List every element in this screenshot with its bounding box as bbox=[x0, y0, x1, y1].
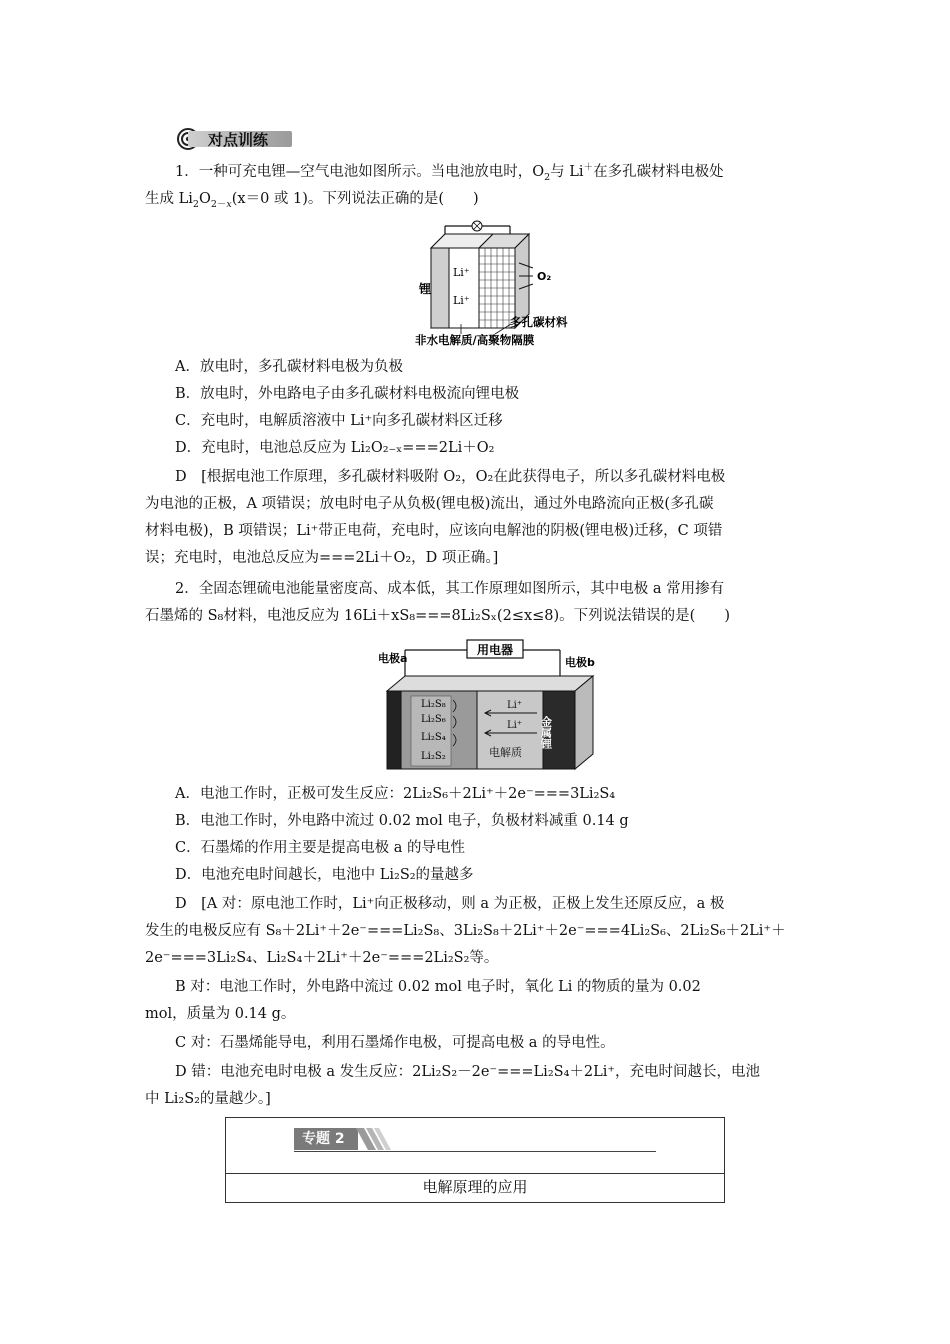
q2-option-d: D．电池充电时间越长，电池中 Li₂S₂的量越多 bbox=[175, 867, 474, 883]
q2-stem-line2: 石墨烯的 S₈材料，电池反应为 16Li＋xS₈===8Li₂Sₓ(2≤x≤8)。下列说法错误的是( ) bbox=[145, 608, 730, 624]
electrode-a-label: 电极a bbox=[378, 652, 408, 665]
li-ion-label-2: Li⁺ bbox=[507, 720, 523, 731]
membrane-label: 非水电解质/高聚物隔膜 bbox=[415, 333, 535, 347]
q1-option-c: C．充电时，电解质溶液中 Li⁺向多孔碳材料区迁移 bbox=[175, 413, 503, 429]
species-li2s4: Li₂S₄ bbox=[421, 732, 446, 743]
q2-answer-line4: B 对：电池工作时，外电路中流过 0.02 mol 电子时，氧化 Li 的物质的量为 0.02 bbox=[175, 979, 701, 995]
electrode-b-label: 电极b bbox=[565, 656, 595, 669]
stripes-icon bbox=[356, 1128, 396, 1150]
q2-option-a: A．电池工作时，正极可发生反应：2Li₂S₆＋2Li⁺＋2e⁻===3Li₂S₄ bbox=[175, 786, 616, 802]
q2-answer-line2: 发生的电极反应有 S₈＋2Li⁺＋2e⁻===Li₂S₈、3Li₂S₈＋2Li⁺＋2e⁻===4Li₂S₆、2Li₂S₆＋2Li⁺＋ bbox=[145, 923, 786, 939]
metal-li-label: 金属锂 bbox=[539, 716, 553, 749]
li-ion-label-1: Li⁺ bbox=[453, 266, 470, 279]
porous-carbon-label: 多孔碳材料 bbox=[510, 315, 568, 329]
q2-option-c: C．石墨烯的作用主要是提高电极 a 的导电性 bbox=[175, 840, 465, 856]
topic-box bbox=[225, 1117, 725, 1203]
lithium-label: 锂 bbox=[419, 282, 432, 296]
q1-answer-line4: 误；充电时，电池总反应为===2Li＋O₂，D 项正确。] bbox=[145, 550, 499, 566]
q1-answer-line2: 为电池的正极，A 项错误；放电时电子从负极(锂电极)流出，通过外电路流向正极(多孔碳 bbox=[145, 496, 714, 512]
li-ion-label-1: Li⁺ bbox=[507, 700, 523, 711]
q2-answer-line1: D [A 对：原电池工作时，Li⁺向正极移动，则 a 为正极，正极上发生还原反应，a 极 bbox=[175, 896, 725, 912]
section-title: 对点训练 bbox=[208, 131, 269, 149]
o2-label: O₂ bbox=[537, 270, 552, 283]
q2-stem-line1: 2．全固态锂硫电池能量密度高、成本低，其工作原理如图所示，其中电极 a 常用掺有 bbox=[175, 581, 725, 597]
q1-option-d: D．充电时，电池总反应为 Li₂O₂₋ₓ===2Li＋O₂ bbox=[175, 440, 495, 456]
q2-answer-line8: 中 Li₂S₂的量越少。] bbox=[145, 1091, 271, 1107]
q2-answer-line5: mol，质量为 0.14 g。 bbox=[145, 1006, 296, 1022]
q1-answer-line3: 材料电极)，B 项错误；Li⁺带正电荷，充电时，应该向电解池的阴极(锂电极)迁移，C 项错 bbox=[145, 523, 723, 539]
appliance-label: 用电器 bbox=[477, 643, 514, 657]
q2-answer-line3: 2e⁻===3Li₂S₄、Li₂S₄＋2Li⁺＋2e⁻===2Li₂S₂等。 bbox=[145, 950, 499, 966]
topic-subtitle: 电解原理的应用 bbox=[422, 1178, 528, 1196]
species-li2s8: Li₂S₈ bbox=[421, 699, 446, 710]
electrolyte-label: 电解质 bbox=[489, 746, 522, 759]
section-badge bbox=[176, 127, 296, 149]
li-air-battery-figure bbox=[415, 218, 590, 348]
q2-answer-line7: D 错：电池充电时电极 a 发生反应：2Li₂S₂－2e⁻===Li₂S₄＋2Li⁺，充电时间越长，电池 bbox=[175, 1064, 761, 1080]
li-s-battery-figure bbox=[375, 636, 600, 776]
q2-option-b: B．电池工作时，外电路中流过 0.02 mol 电子，负极材料减重 0.14 g bbox=[175, 813, 629, 829]
q1-stem-line2: 生成 $Li_2O_{2-x}(x=0$ 或 1)。下列说法正确的是( ) bbox=[145, 191, 479, 210]
li-ion-label-2: Li⁺ bbox=[453, 294, 470, 307]
q1-stem-line1: 1．一种可充电锂—空气电池如图所示。当电池放电时，$O_2$与 Li＋在多孔碳材料电极处 bbox=[175, 162, 724, 183]
q1-answer-line1: D [根据电池工作原理，多孔碳材料吸附 O₂，O₂在此获得电子，所以多孔碳材料电极 bbox=[175, 469, 726, 485]
q2-answer-line6: C 对：石墨烯能导电，利用石墨烯作电极，可提高电极 a 的导电性。 bbox=[175, 1035, 615, 1051]
topic-tag: 专题 2 bbox=[294, 1128, 358, 1150]
q1-option-a: A．放电时，多孔碳材料电极为负极 bbox=[175, 359, 403, 375]
species-li2s6: Li₂S₆ bbox=[421, 714, 446, 725]
q1-option-b: B．放电时，外电路电子由多孔碳材料电极流向锂电极 bbox=[175, 386, 520, 402]
species-li2s2: Li₂S₂ bbox=[421, 751, 446, 762]
